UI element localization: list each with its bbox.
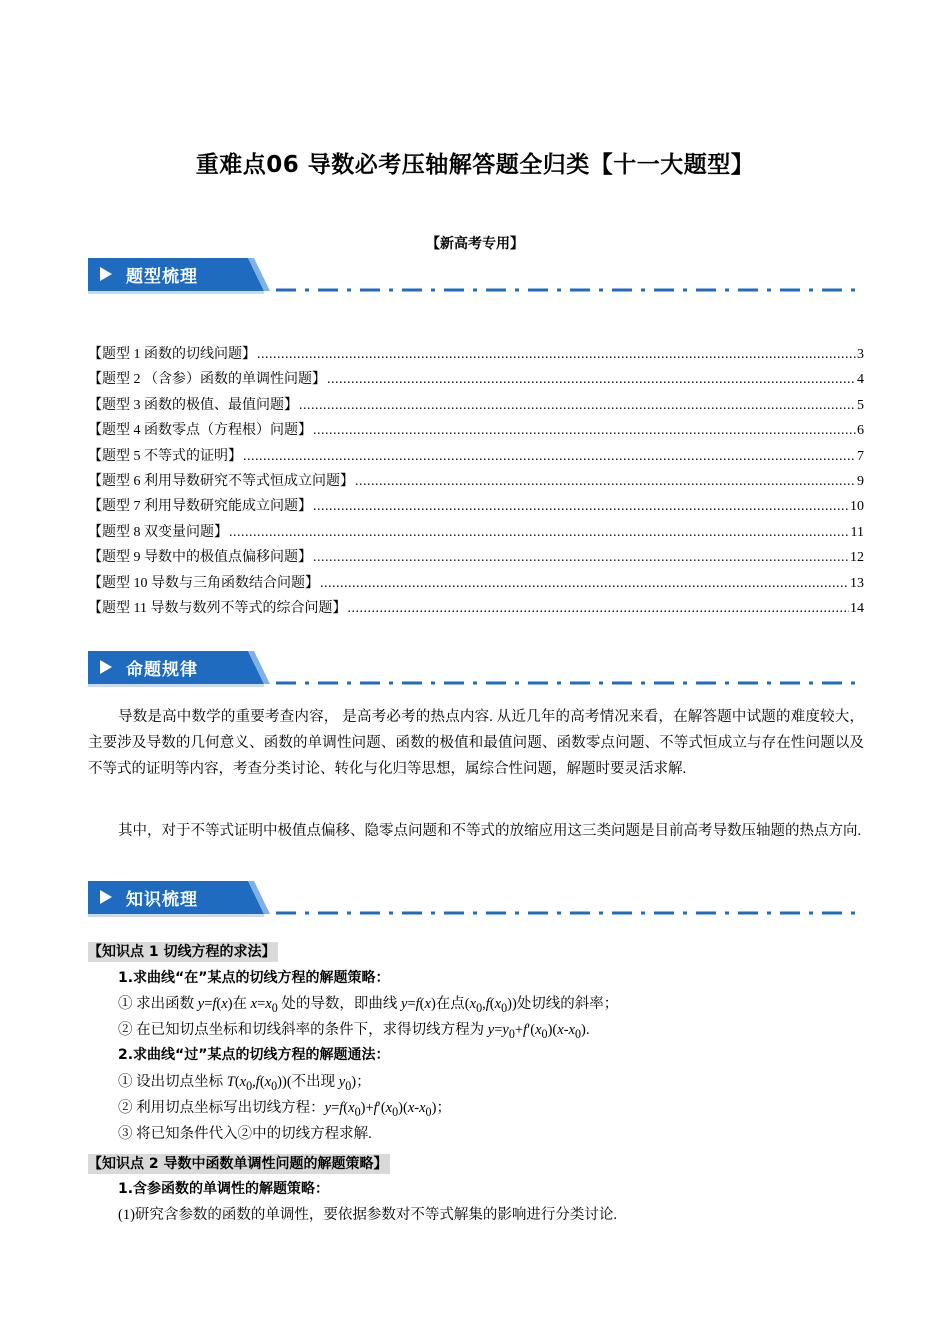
section-banner-toc xyxy=(88,257,863,297)
section-title-knowledge: 知识梳理 xyxy=(126,890,198,910)
toc-item-label: 【题型 9 导数中的极值点偏移问题】 xyxy=(88,550,312,566)
section-title-rules: 命题规律 xyxy=(126,660,198,680)
toc-item-page: 10 xyxy=(850,499,864,515)
knowledge-point-1-subheading-2: 2.求曲线“过”某点的切线方程的解题通法： xyxy=(118,1047,390,1063)
toc-item-page: 9 xyxy=(857,473,864,489)
toc-leader-dots xyxy=(355,474,856,490)
toc-item-label: 【题型 4 函数零点（方程根）问题】 xyxy=(88,423,312,439)
toc-item-label: 【题型 3 函数的极值、最值问题】 xyxy=(88,397,298,413)
toc-item-page: 14 xyxy=(850,600,864,616)
document-title: 重难点06 导数必考压轴解答题全归类【十一大题型】 xyxy=(195,152,755,178)
section-banner-rules xyxy=(88,650,863,690)
document-subtitle: 【新高考专用】 xyxy=(426,236,524,252)
knowledge-point-1-line-3: ① 设出切点坐标 $T(x_0,f(x_0))$(不出现 $y_0$)； xyxy=(118,1074,371,1093)
banner-graphic xyxy=(88,257,863,297)
knowledge-point-1-line-2: ② 在已知切点坐标和切线斜率的条件下，求得切线方程为 $y=y_0+f'(x_0)(x-x_0)$. xyxy=(118,1022,590,1041)
toc-item-label: 【题型 11 导数与数列不等式的综合问题】 xyxy=(88,600,347,616)
toc-item-page: 5 xyxy=(857,397,864,413)
toc-leader-dots xyxy=(313,423,856,439)
toc-leader-dots xyxy=(243,449,856,465)
toc-leader-dots xyxy=(320,576,849,592)
toc-item-label: 【题型 5 不等式的证明】 xyxy=(88,448,242,464)
knowledge-point-1-heading: 【知识点 1 切线方程的求法】 xyxy=(88,944,276,960)
knowledge-point-2-line-1: (1)研究含参数的函数的单调性，要依据参数对不等式解集的影响进行分类讨论. xyxy=(118,1207,618,1223)
rules-paragraph-2: 其中，对于不等式证明中极值点偏移、隐零点问题和不等式的放缩应用这三类问题是目前高考导数压轴题的热点方向. xyxy=(118,823,862,839)
toc-item-page: 12 xyxy=(850,550,864,566)
knowledge-point-2-heading: 【知识点 2 导数中函数单调性问题的解题策略】 xyxy=(88,1156,388,1172)
toc-leader-dots xyxy=(327,372,856,388)
toc-item[interactable] xyxy=(88,368,864,393)
toc-item[interactable] xyxy=(88,394,864,419)
knowledge-point-1-line-5: ③ 将已知条件代入②中的切线方程求解. xyxy=(118,1126,372,1142)
toc-item[interactable] xyxy=(88,445,864,470)
toc-leader-dots xyxy=(313,499,849,515)
banner-graphic xyxy=(88,880,863,920)
toc-item[interactable] xyxy=(88,546,864,571)
toc-item[interactable] xyxy=(88,597,864,622)
toc-list xyxy=(88,343,864,622)
section-title-toc: 题型梳理 xyxy=(126,267,198,287)
knowledge-point-1-line-4: ② 利用切点坐标写出切线方程：$y=f(x_0)+f'(x_0)(x-x_0)$； xyxy=(118,1100,451,1119)
toc-item-page: 7 xyxy=(857,448,864,464)
toc-item[interactable] xyxy=(88,521,864,546)
toc-item-label: 【题型 2 （含参）函数的单调性问题】 xyxy=(88,372,326,388)
toc-item-label: 【题型 7 利用导数研究能成立问题】 xyxy=(88,499,312,515)
toc-leader-dots xyxy=(313,550,849,566)
toc-item[interactable] xyxy=(88,419,864,444)
toc-item[interactable] xyxy=(88,470,864,495)
toc-item-label: 【题型 1 函数的切线问题】 xyxy=(88,347,256,362)
knowledge-point-1-line-1: ① 求出函数 y=f(x)在 $x=x_0$ 处的导数，即曲线 y=f(x)在点$(x_0,f(x_0))$处切线的斜率； xyxy=(118,996,619,1015)
toc-item-label: 【题型 6 利用导数研究不等式恒成立问题】 xyxy=(88,473,354,489)
toc-leader-dots xyxy=(257,347,856,363)
toc-leader-dots xyxy=(299,398,856,414)
toc-item-page: 11 xyxy=(850,524,864,540)
toc-item-label: 【题型 10 导数与三角函数结合问题】 xyxy=(88,575,319,591)
toc-item[interactable] xyxy=(88,572,864,597)
toc-leader-dots xyxy=(347,601,849,617)
section-banner-knowledge xyxy=(88,880,863,920)
knowledge-point-1-subheading-1: 1.求曲线“在”某点的切线方程的解题策略： xyxy=(118,970,390,986)
toc-item[interactable] xyxy=(88,495,864,520)
rules-paragraph-1: 导数是高中数学的重要考查内容， 是高考必考的热点内容. 从近几年的高考情况来看，在解答题中试题的难度较大，主要涉及导数的几何意义、函数的单调性问题、函数的极值和最值问题、函数零点问题、不等式恒成立与存在性问题以及不等式的证明等内容，考查分类讨论、转化与化归等思想，属综合性问题，解题时要灵活求解. xyxy=(88,709,864,777)
banner-graphic xyxy=(88,650,863,690)
toc-leader-dots xyxy=(229,525,850,541)
toc-item-page: 3 xyxy=(857,347,864,362)
toc-item-label: 【题型 8 双变量问题】 xyxy=(88,524,228,540)
knowledge-point-2-subheading-1: 1.含参函数的单调性的解题策略： xyxy=(118,1181,330,1197)
toc-item-page: 13 xyxy=(850,575,864,591)
toc-item[interactable] xyxy=(88,343,864,368)
toc-item-page: 6 xyxy=(857,423,864,439)
toc-item-page: 4 xyxy=(857,372,864,388)
